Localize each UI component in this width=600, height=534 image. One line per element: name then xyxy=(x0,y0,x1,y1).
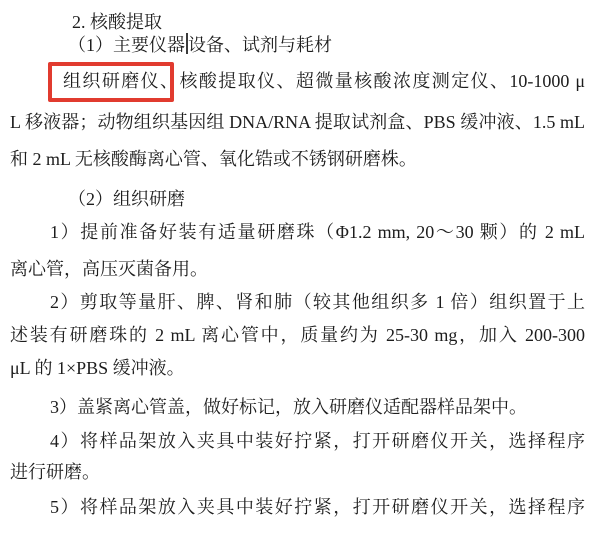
step-1-line-2[interactable]: 离心管，高压灭菌备用。 xyxy=(10,259,208,279)
equipment-paragraph-line-1[interactable]: 组织研磨仪、核酸提取仪、超微量核酸浓度测定仪、10-1000 μ xyxy=(63,71,585,91)
step-1-line-1[interactable]: 1）提前准备好装有适量研磨珠（Φ1.2 mm, 20～30 颗）的 2 mL xyxy=(50,222,585,242)
subsection-1-heading[interactable] xyxy=(10,33,585,59)
step-5-line[interactable]: 5）将样品架放入夹具中装好拧紧，打开研磨仪开关，选择程序 xyxy=(50,497,585,517)
step-2-line-1[interactable]: 2）剪取等量肝、脾、肾和肺（较其他组织多 1 倍）组织置于上 xyxy=(50,292,585,312)
subsection-1-text-before-caret[interactable]: （1）主要仪器 xyxy=(68,35,185,55)
step-2-line-3[interactable]: μL 的 1×PBS 缓冲液。 xyxy=(10,358,185,378)
subsection-2-heading[interactable]: （2）组织研磨 xyxy=(68,189,185,209)
step-4-line-1[interactable]: 4）将样品架放入夹具中装好拧紧，打开研磨仪开关，选择程序 xyxy=(50,431,585,451)
equipment-paragraph-line-2[interactable]: L 移液器；动物组织基因组 DNA/RNA 提取试剂盒、PBS 缓冲液、1.5 mL xyxy=(10,112,585,132)
step-4-line-2[interactable]: 进行研磨。 xyxy=(10,462,100,482)
equipment-paragraph-line-3[interactable]: 和 2 mL 无核酸酶离心管、氧化锆或不锈钢研磨株。 xyxy=(10,149,417,169)
subsection-1-text-after-caret[interactable]: 设备、试剂与耗材 xyxy=(188,35,332,55)
step-3-line[interactable]: 3）盖紧离心管盖，做好标记，放入研磨仪适配器样品架中。 xyxy=(50,397,527,417)
section-heading[interactable]: 2. 核酸提取 xyxy=(72,12,162,32)
step-2-line-2[interactable]: 述装有研磨珠的 2 mL 离心管中，质量约为 25-30 mg，加入 200-300 xyxy=(10,325,585,345)
